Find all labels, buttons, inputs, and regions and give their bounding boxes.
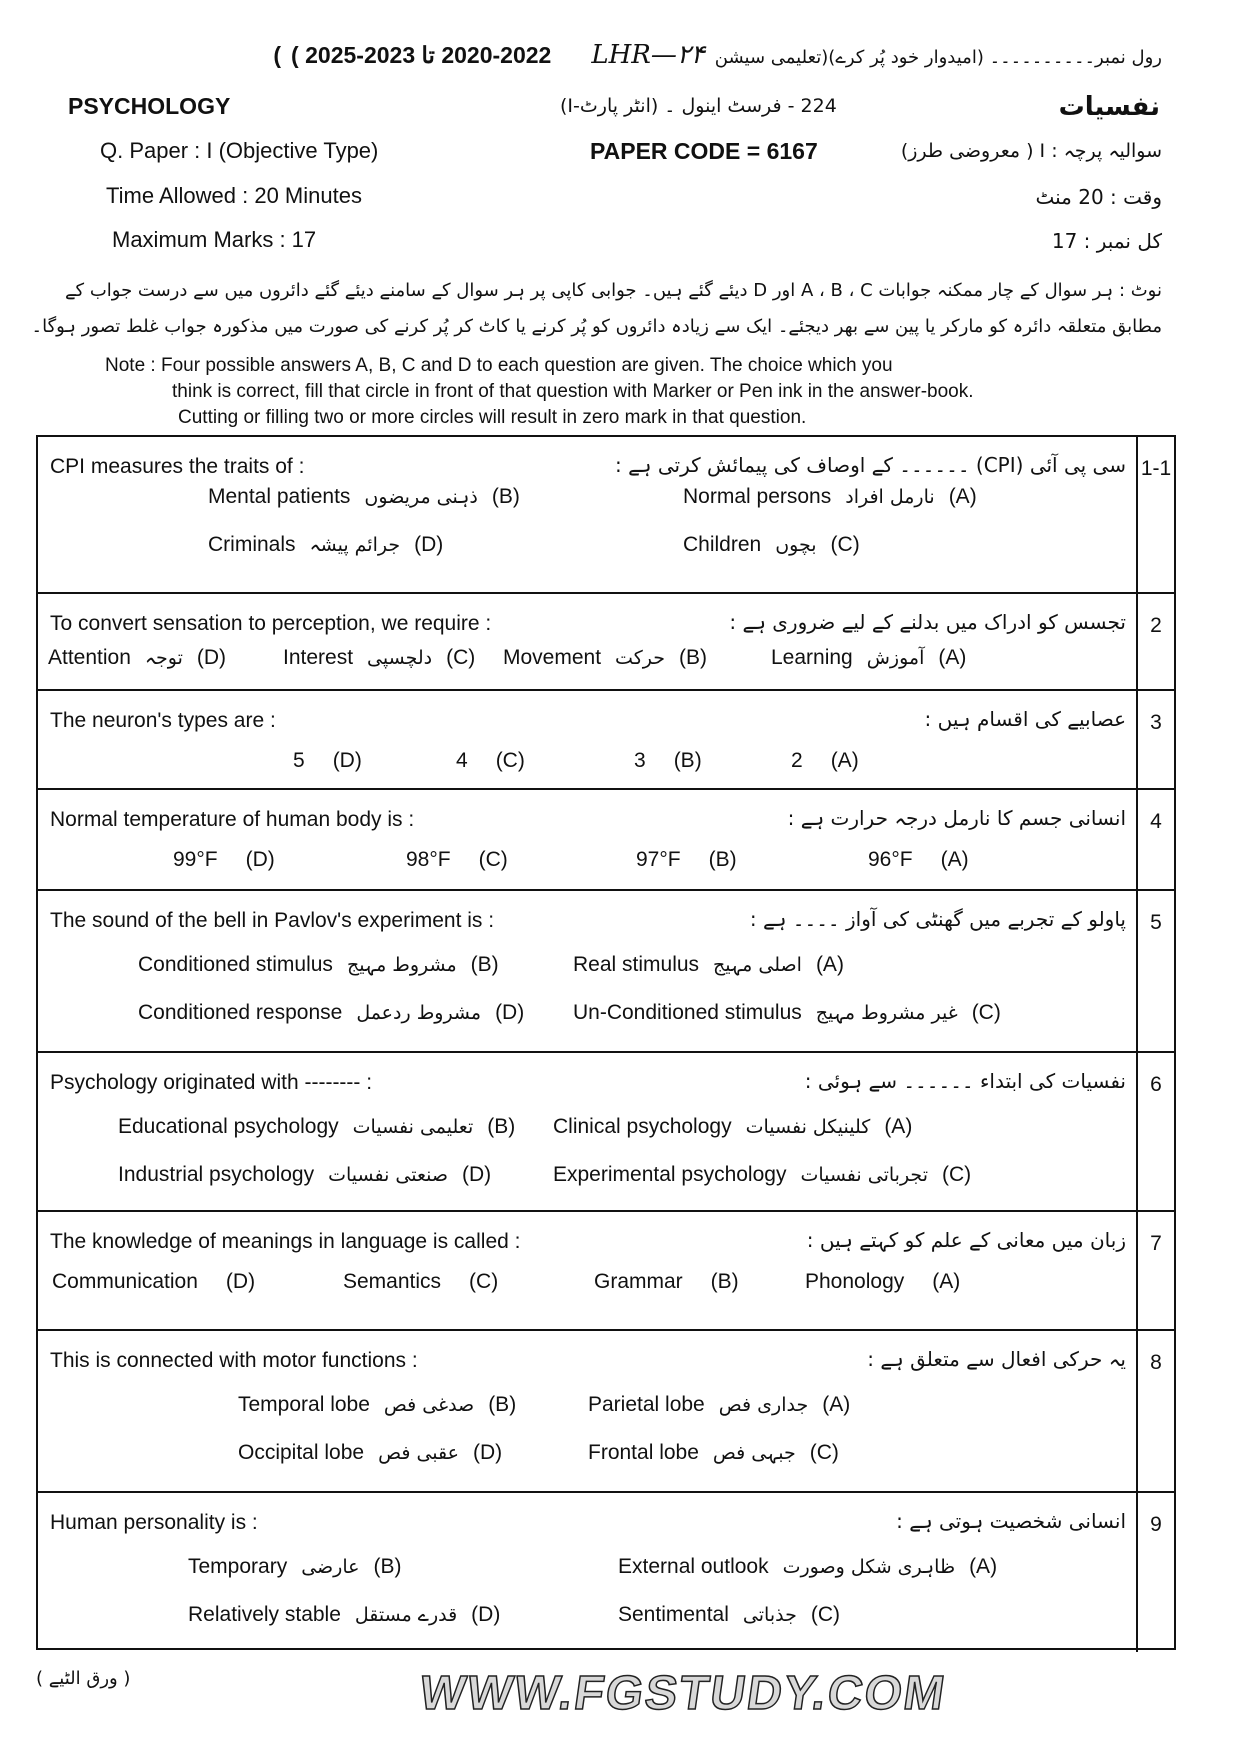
question-text-ur: انسانی شخصیت ہوتی ہے : — [896, 1509, 1126, 1533]
paper-code: PAPER CODE = 6167 — [590, 138, 818, 164]
answer-option — [138, 953, 499, 977]
option-text-en: Phonology — [805, 1270, 905, 1293]
handwritten-roll: LHR—۲۴ — [591, 40, 705, 70]
note-en-line2: think is correct, fill that circle in front of that question with Marker or Pen ink in the answer-book. — [172, 381, 974, 402]
option-letter: (D) — [332, 749, 362, 772]
question-text-en: The knowledge of meanings in language is called : — [50, 1230, 521, 1253]
option-text-en: Conditioned response — [138, 1001, 343, 1024]
note-ur-line2: مطابق متعلقہ دائرہ کو مارکر یا پین سے بھر دیجئے۔ ایک سے زیادہ دائروں کو پُر کرنے یا کاٹ کر پُر کرنے کی صورت میں مذکورہ جواب غلط تصور ہوگا۔ — [31, 316, 1162, 337]
option-letter: (D) — [245, 848, 275, 871]
option-text-en: Attention — [48, 646, 131, 669]
note-en-line3: Cutting or filling two or more circles will result in zero mark in that question. — [178, 407, 807, 428]
option-text-ur: اصلی مہیج — [713, 954, 802, 976]
answer-option — [118, 1163, 491, 1187]
option-letter: (D) — [225, 1270, 256, 1293]
option-text-en: Movement — [503, 646, 602, 669]
time-allowed-en: Time Allowed : 20 Minutes — [106, 183, 362, 208]
option-letter: (B) — [678, 646, 707, 669]
answer-option — [791, 749, 859, 773]
answer-option — [188, 1603, 500, 1627]
question-text-en: CPI measures the traits of : — [50, 455, 305, 478]
option-text-ur: جرائم پیشہ — [309, 534, 401, 556]
answer-option — [573, 1001, 1001, 1025]
time-allowed-ur: وقت : 20 منٹ — [1035, 185, 1162, 209]
option-letter: (B) — [488, 1393, 517, 1416]
question-text-ur: زبان میں معانی کے علم کو کہتے ہیں : — [806, 1228, 1126, 1252]
option-text-en: Normal persons — [683, 485, 832, 508]
option-text-en: Grammar — [594, 1270, 683, 1293]
question-row — [38, 1331, 1174, 1493]
option-text-en: Semantics — [343, 1270, 442, 1293]
option-text-en: Experimental psychology — [553, 1163, 787, 1186]
option-text-ur: جبہی فص — [712, 1442, 796, 1464]
option-text-ur: عقبی فص — [378, 1442, 459, 1464]
option-text-ur: بچوں — [775, 534, 817, 556]
option-text-ur: غیر مشروط مہیج — [815, 1002, 958, 1024]
option-text-en: 98°F — [406, 848, 451, 871]
option-text-en: 97°F — [636, 848, 681, 871]
answer-option — [138, 1001, 524, 1025]
option-letter: (C) — [809, 1441, 839, 1464]
option-text-ur: کلینیکل نفسیات — [745, 1116, 871, 1138]
option-letter: (B) — [487, 1115, 516, 1138]
option-text-en: 5 — [293, 749, 305, 772]
question-text-en: The neuron's types are : — [50, 709, 276, 732]
question-text-en: Normal temperature of human body is : — [50, 808, 415, 831]
option-text-en: Children — [683, 533, 762, 556]
option-letter: (A) — [830, 749, 859, 772]
option-letter: (D) — [196, 646, 227, 669]
question-number: 6 — [1136, 1053, 1174, 1210]
note-ur-line1: نوٹ : ہر سوال کے چار ممکنہ جوابات A ، B ، C اور D دیئے گئے ہیں۔ جوابی کاپی پر ہر سوال کے سامنے دیئے گئے دائروں میں سے درست جواب کے — [64, 280, 1162, 301]
answer-option — [594, 1270, 739, 1294]
option-letter: (C) — [469, 1270, 499, 1293]
option-text-ur: نارمل افراد — [845, 486, 935, 508]
question-number: 9 — [1136, 1493, 1174, 1652]
watermark: WWW.FGSTUDY.COM — [416, 1667, 950, 1720]
roll-number-line: رول نمبر۔۔۔۔۔۔۔۔۔۔ (امیدوار خود پُر کرے)(تعلیمی سیشن — [714, 47, 1162, 68]
option-text-ur: آموزش — [866, 647, 925, 669]
question-text-ur: یہ حرکی افعال سے متعلق ہے : — [867, 1347, 1126, 1371]
answer-option — [805, 1270, 960, 1294]
subject-code-ur: 224 - فرسٹ اینول ۔ (انٹر پارٹ-I) — [560, 95, 837, 117]
question-text-ur: تجسس کو ادراک میں بدلنے کے لیے ضروری ہے : — [729, 610, 1126, 634]
option-letter: (D) — [414, 533, 444, 556]
option-text-ur: دلچسپی — [367, 647, 433, 669]
option-text-en: Temporal lobe — [238, 1393, 370, 1416]
option-text-en: Parietal lobe — [588, 1393, 705, 1416]
question-text-en: Human personality is : — [50, 1511, 258, 1534]
note-en-line1: Note : Four possible answers A, B, C and D to each question are given. The choice which you — [105, 355, 893, 376]
option-text-en: Conditioned stimulus — [138, 953, 333, 976]
option-text-en: External outlook — [618, 1555, 769, 1578]
option-letter: (A) — [938, 646, 967, 669]
option-letter: (D) — [462, 1163, 492, 1186]
answer-option — [118, 1115, 515, 1139]
answer-option — [456, 749, 525, 773]
option-text-ur: جداری فص — [718, 1394, 809, 1416]
question-number: 2 — [1136, 594, 1174, 689]
answer-option — [283, 646, 475, 670]
option-text-ur: مشروط ردعمل — [356, 1002, 482, 1024]
option-text-ur: ظاہری شکل وصورت — [782, 1556, 956, 1578]
option-text-en: Sentimental — [618, 1603, 729, 1626]
option-letter: (B) — [470, 953, 499, 976]
qpaper-ur: سوالیہ پرچہ : I ( معروضی طرز) — [900, 140, 1162, 162]
option-letter: (B) — [710, 1270, 739, 1293]
option-text-en: 96°F — [868, 848, 913, 871]
answer-option — [208, 485, 520, 509]
question-text-en: Psychology originated with -------- : — [50, 1071, 373, 1094]
answer-option — [573, 953, 844, 977]
option-text-en: Real stimulus — [573, 953, 700, 976]
answer-option — [868, 848, 969, 872]
answer-option — [343, 1270, 498, 1294]
option-text-en: Relatively stable — [188, 1603, 341, 1626]
option-letter: (A) — [948, 485, 977, 508]
option-letter: (A) — [822, 1393, 851, 1416]
option-text-en: Educational psychology — [118, 1115, 339, 1138]
question-text-en: To convert sensation to perception, we require : — [50, 612, 492, 635]
option-text-en: 4 — [456, 749, 468, 772]
answer-option — [188, 1555, 401, 1579]
answer-option — [48, 646, 226, 670]
question-text-en: This is connected with motor functions : — [50, 1349, 418, 1372]
answer-option — [238, 1393, 516, 1417]
option-text-en: 99°F — [173, 848, 218, 871]
qpaper-en: Q. Paper : I (Objective Type) — [100, 138, 379, 163]
question-text-ur: پاولو کے تجربے میں گھنٹی کی آواز ۔۔۔۔ ہے : — [749, 907, 1126, 931]
option-text-ur: حرکت — [615, 647, 665, 669]
option-text-en: Communication — [52, 1270, 198, 1293]
option-text-ur: تعلیمی نفسیات — [352, 1116, 474, 1138]
answer-option — [553, 1115, 912, 1139]
max-marks-en: Maximum Marks : 17 — [112, 227, 317, 252]
question-number: 8 — [1136, 1331, 1174, 1491]
question-row — [38, 1053, 1174, 1212]
session-open: ( — [273, 42, 282, 68]
question-number: 7 — [1136, 1212, 1174, 1329]
option-letter: (A) — [932, 1270, 961, 1293]
option-text-en: Interest — [283, 646, 354, 669]
session-years: 2020-2022 تا 2023-2025 ) — [291, 42, 552, 68]
subject-ur: نفسیات — [1058, 92, 1160, 122]
question-row — [38, 594, 1174, 691]
answer-option — [683, 485, 977, 509]
option-text-en: Learning — [771, 646, 853, 669]
question-text-ur: سی پی آئی (CPI) ۔۔۔۔۔۔ کے اوصاف کی پیمائش کرتی ہے : — [614, 453, 1126, 477]
option-letter: (A) — [815, 953, 844, 976]
option-letter: (C) — [971, 1001, 1001, 1024]
answer-option — [52, 1270, 255, 1294]
option-letter: (D) — [495, 1001, 525, 1024]
option-letter: (D) — [472, 1441, 503, 1464]
option-letter: (A) — [969, 1555, 998, 1578]
answer-option — [173, 848, 275, 872]
answer-option — [503, 646, 707, 670]
question-text-en: The sound of the bell in Pavlov's experiment is : — [50, 909, 495, 932]
option-text-en: Occipital lobe — [238, 1441, 365, 1464]
answer-option — [406, 848, 508, 872]
answer-option — [588, 1441, 839, 1465]
option-letter: (C) — [830, 533, 860, 556]
option-text-en: Frontal lobe — [588, 1441, 699, 1464]
option-text-en: Industrial psychology — [118, 1163, 315, 1186]
option-text-en: Criminals — [208, 533, 296, 556]
answer-option — [238, 1441, 502, 1465]
option-text-ur: صنعتی نفسیات — [328, 1164, 449, 1186]
option-letter: (C) — [478, 848, 508, 871]
option-letter: (C) — [446, 646, 476, 669]
option-text-ur: قدرے مستقل — [354, 1604, 458, 1626]
option-letter: (C) — [495, 749, 525, 772]
option-text-ur: مشروط مہیج — [346, 954, 457, 976]
option-letter: (B) — [491, 485, 520, 508]
turn-over-note: ( ورق الٹیے ) — [36, 1668, 131, 1689]
option-letter: (B) — [673, 749, 702, 772]
question-row — [38, 891, 1174, 1053]
answer-option — [588, 1393, 850, 1417]
option-text-en: 3 — [634, 749, 646, 772]
option-text-en: 2 — [791, 749, 803, 772]
answer-option — [683, 533, 860, 557]
option-letter: (D) — [471, 1603, 501, 1626]
answer-option — [208, 533, 443, 557]
answer-option — [618, 1603, 840, 1627]
option-text-ur: تجرباتی نفسیات — [800, 1164, 928, 1186]
questions-table — [36, 435, 1176, 1650]
max-marks-ur: کل نمبر : 17 — [1051, 229, 1162, 253]
option-text-ur: توجہ — [144, 647, 183, 669]
question-text-ur: انسانی جسم کا نارمل درجہ حرارت ہے : — [787, 806, 1126, 830]
option-text-en: Temporary — [188, 1555, 288, 1578]
option-letter: (A) — [940, 848, 969, 871]
option-text-en: Un-Conditioned stimulus — [573, 1001, 802, 1024]
option-letter: (A) — [884, 1115, 913, 1138]
question-text-ur: نفسیات کی ابتداء ۔۔۔۔۔۔ سے ہوئی : — [804, 1069, 1126, 1093]
answer-option — [771, 646, 966, 670]
option-letter: (B) — [373, 1555, 402, 1578]
question-row — [38, 790, 1174, 891]
option-text-ur: عارضی — [301, 1556, 360, 1578]
question-number: 5 — [1136, 891, 1174, 1051]
option-text-en: Mental patients — [208, 485, 351, 508]
answer-option — [634, 749, 702, 773]
option-text-ur: صدغی فص — [383, 1394, 475, 1416]
subject-en: PSYCHOLOGY — [68, 93, 231, 119]
answer-option — [618, 1555, 997, 1579]
question-number: 1-1 — [1136, 437, 1174, 592]
option-text-en: Clinical psychology — [553, 1115, 732, 1138]
question-row — [38, 1493, 1174, 1652]
question-row — [38, 691, 1174, 790]
question-number: 4 — [1136, 790, 1174, 889]
option-text-ur: ذہنی مریضوں — [364, 486, 478, 508]
option-text-ur: جذباتی — [742, 1604, 797, 1626]
option-letter: (C) — [942, 1163, 972, 1186]
question-row — [38, 1212, 1174, 1331]
option-letter: (C) — [810, 1603, 840, 1626]
answer-option — [553, 1163, 971, 1187]
question-number: 3 — [1136, 691, 1174, 788]
option-letter: (B) — [708, 848, 737, 871]
answer-option — [293, 749, 362, 773]
answer-option — [636, 848, 737, 872]
session-line — [273, 40, 1162, 70]
question-text-ur: عصابیے کی اقسام ہیں : — [924, 707, 1126, 731]
question-row — [38, 437, 1174, 594]
